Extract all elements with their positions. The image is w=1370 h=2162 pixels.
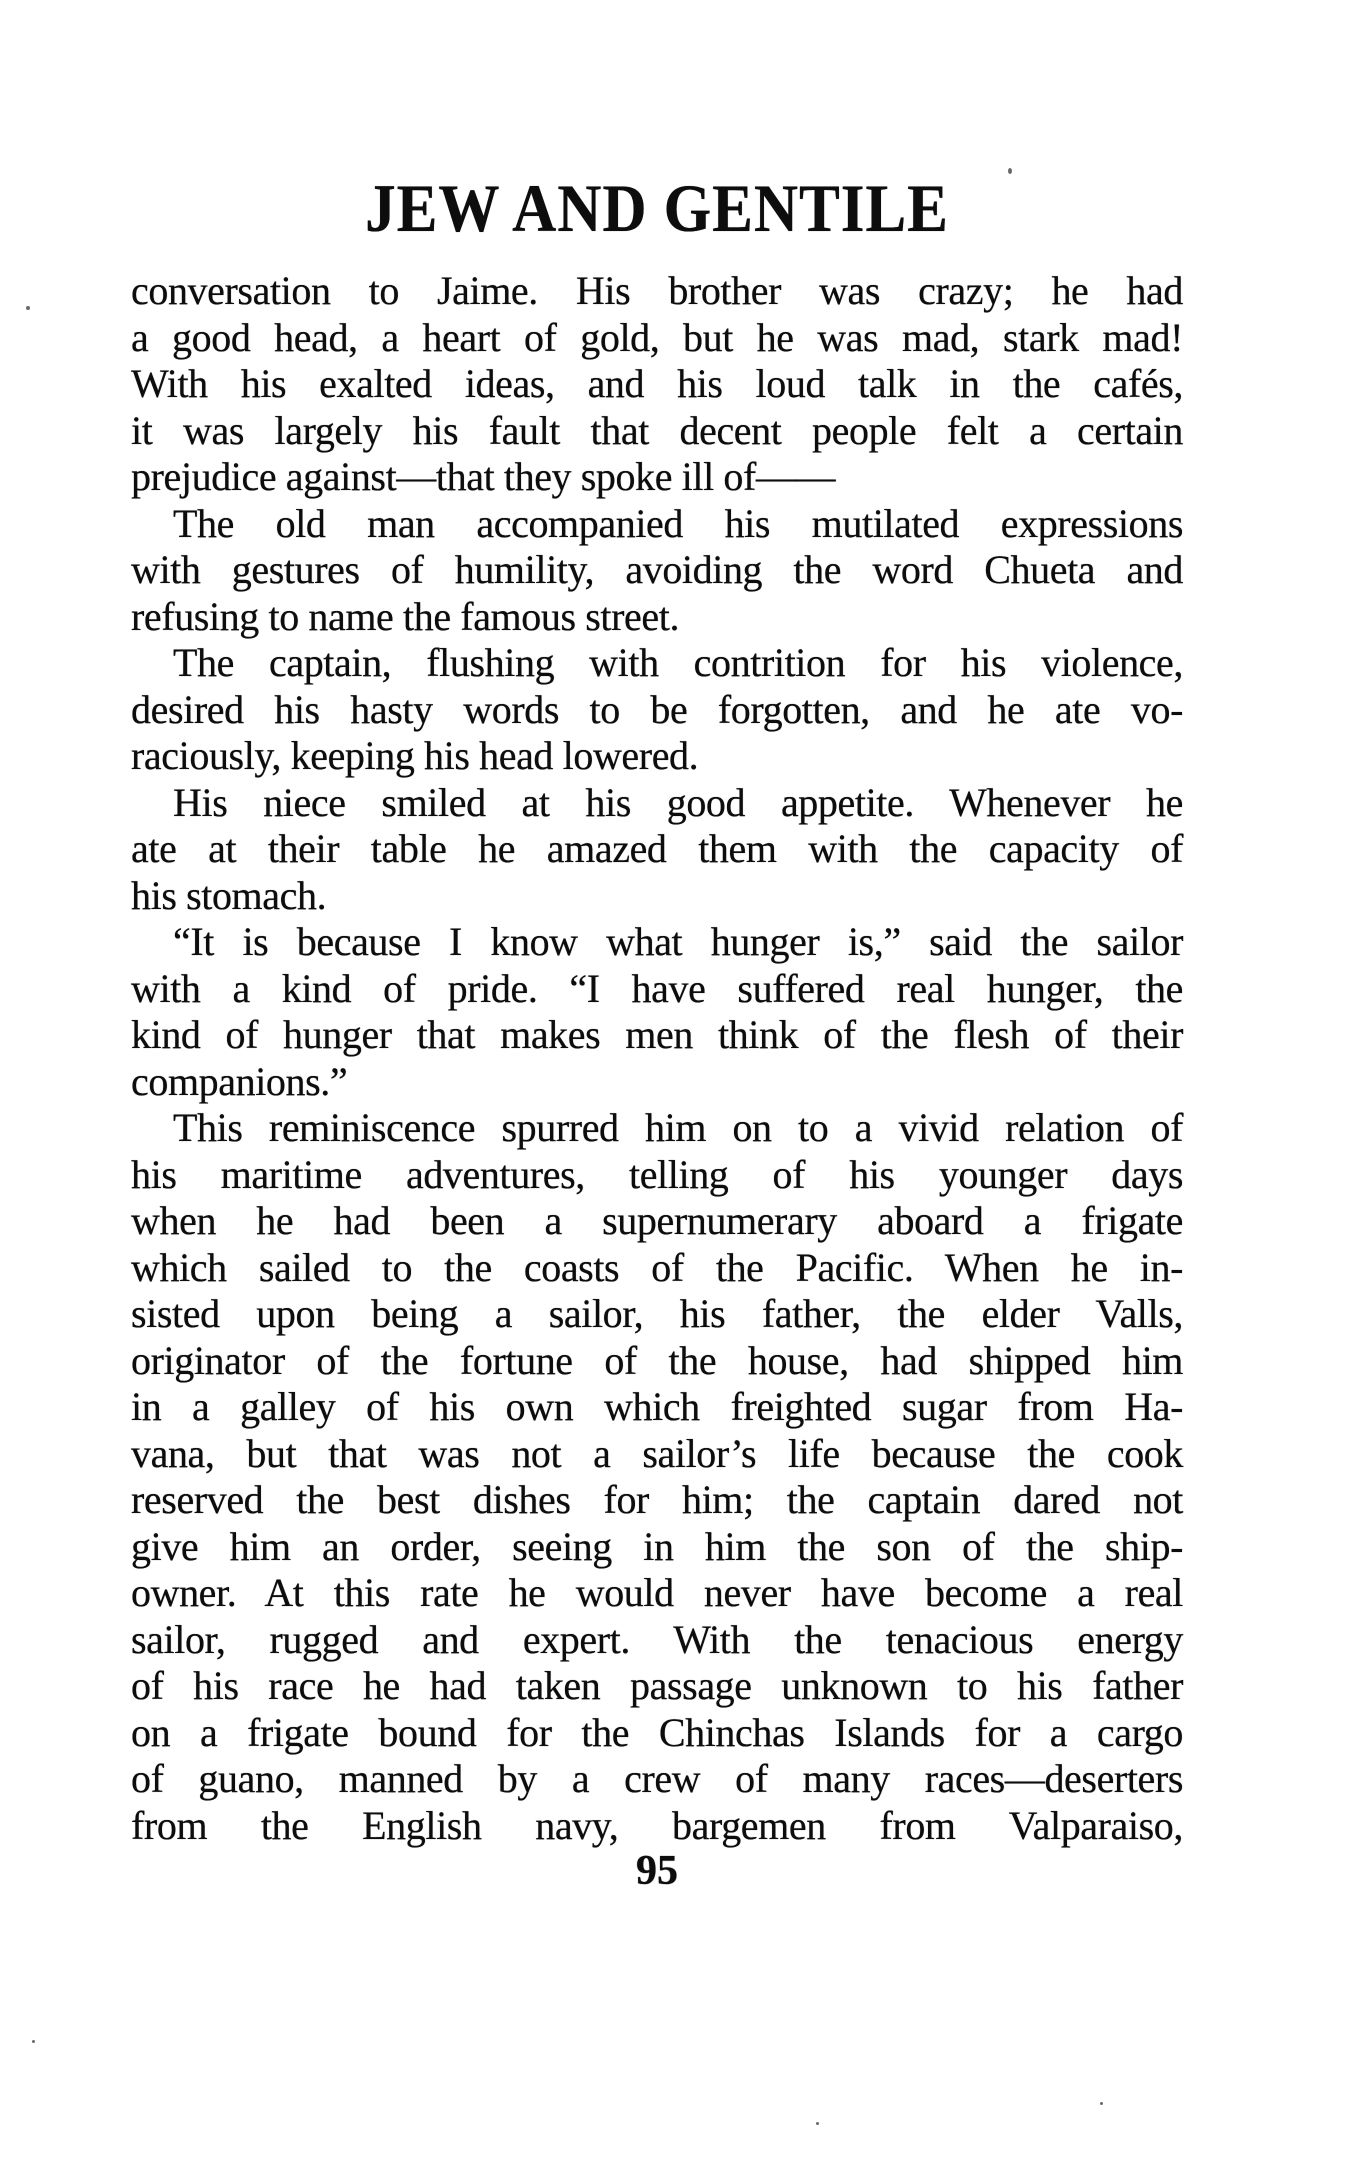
text-line: which sailed to the coasts of the Pacific. When he in- — [131, 1244, 1183, 1290]
text-line: companions.” — [131, 1058, 348, 1104]
text-line: sailor, rugged and expert. With the tenacious energy — [131, 1616, 1183, 1662]
text-line: refusing to name the famous street. — [131, 593, 680, 639]
body-text — [131, 268, 1183, 1849]
text-line: His niece smiled at his good appetite. Whenever he — [173, 779, 1183, 825]
text-line: ate at their table he amazed them with the capacity of — [131, 826, 1183, 871]
text-line: with gestures of humility, avoiding the word Chueta and — [131, 547, 1183, 592]
text-line: owner. At this rate he would never have become a real — [131, 1570, 1183, 1615]
text-line: vana, but that was not a sailor’s life because the cook — [131, 1430, 1183, 1476]
text-line: The captain, flushing with contrition for his violence, — [173, 640, 1183, 685]
scan-speck — [26, 306, 30, 310]
text-line: his stomach. — [131, 872, 327, 918]
scan-speck — [1100, 2102, 1103, 2105]
text-line: conversation to Jaime. His brother was crazy; he had — [131, 268, 1183, 313]
text-line: with a kind of pride. “I have suffered real hunger, the — [131, 965, 1183, 1011]
scan-speck — [816, 2122, 819, 2125]
text-line: sisted upon being a sailor, his father, the elder Valls, — [131, 1291, 1183, 1336]
text-line: it was largely his fault that decent people felt a certain — [131, 407, 1183, 453]
text-line: when he had been a supernumerary aboard a frigate — [131, 1198, 1183, 1243]
text-line: desired his hasty words to be forgotten, and he ate vo- — [131, 686, 1183, 732]
text-line: in a galley of his own which freighted sugar from Ha- — [131, 1384, 1183, 1429]
scan-speck — [32, 2040, 35, 2043]
text-line: The old man accompanied his mutilated expressions — [173, 500, 1183, 546]
text-line: reserved the best dishes for him; the captain dared not — [131, 1477, 1183, 1522]
text-line: of guano, manned by a crew of many races—deserters — [131, 1756, 1183, 1801]
text-line: from the English navy, bargemen from Valparaiso, — [131, 1802, 1183, 1848]
text-line: his maritime adventures, telling of his younger days — [131, 1151, 1183, 1197]
text-line: kind of hunger that makes men think of the flesh of their — [131, 1012, 1183, 1057]
page-title: JEW AND GENTILE — [365, 170, 949, 246]
text-line: give him an order, seeing in him the son of the ship- — [131, 1523, 1183, 1569]
text-line: prejudice against—that they spoke ill of—— — [131, 454, 836, 499]
text-line: raciously, keeping his head lowered. — [131, 733, 699, 778]
text-line: a good head, a heart of gold, but he was mad, stark mad! — [131, 314, 1183, 360]
text-line: With his exalted ideas, and his loud talk in the cafés, — [131, 361, 1183, 406]
text-line: This reminiscence spurred him on to a vivid relation of — [173, 1105, 1183, 1150]
page-number: 95 — [636, 1848, 678, 1894]
text-line: on a frigate bound for the Chinchas Islands for a cargo — [131, 1709, 1183, 1755]
text-line: originator of the fortune of the house, had shipped him — [131, 1337, 1183, 1383]
text-line: of his race he had taken passage unknown to his father — [131, 1663, 1183, 1708]
text-line: “It is because I know what hunger is,” said the sailor — [173, 919, 1183, 964]
